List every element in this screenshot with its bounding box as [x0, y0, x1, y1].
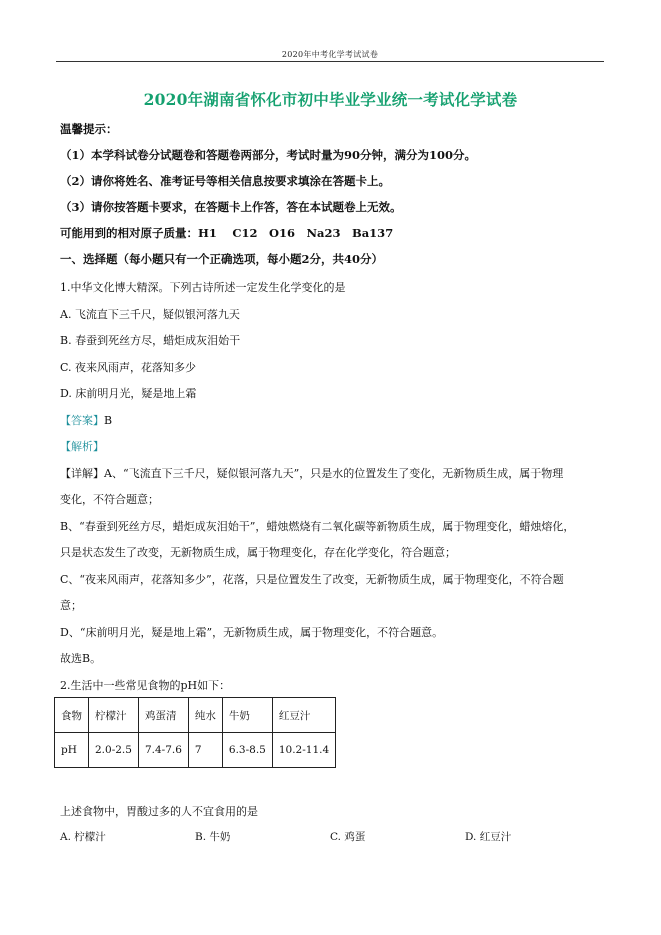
table-cell: 10.2-11.4	[272, 733, 335, 768]
atomic-masses: 可能用到的相对原子质量：H1 C12 O16 Na23 Ba137	[60, 226, 394, 240]
detail-line-1: 【详解】A、“飞流直下三千尺，疑似银河落九天”，只是水的位置发生了变化，无新物质生成，属于物理	[60, 467, 564, 480]
exam-title: 2020年湖南省怀化市初中毕业学业统一考试化学试卷	[143, 90, 518, 109]
detail-line-2: 变化，不符合题意；	[60, 493, 159, 506]
ph-table	[54, 697, 336, 768]
q1-option-a: A. 飞流直下三千尺，疑似银河落九天	[60, 308, 240, 321]
table-cell: 鸡蛋清	[138, 698, 188, 733]
table-row	[55, 698, 336, 733]
tip-item-3: （3）请你按答题卡要求，在答题卡上作答，答在本试题卷上无效。	[60, 200, 402, 214]
q2-stem: 2.生活中一些常见食物的pH如下：	[60, 679, 231, 692]
detail-line-5: C、“夜来风雨声，花落知多少”，花落，只是位置发生了改变，无新物质生成，属于物理变化，不符合题	[60, 573, 564, 586]
tip-item-1: （1）本学科试卷分试题卷和答题卷两部分，考试时量为90分钟，满分为100分。	[60, 148, 477, 162]
tip-item-2: （2）请你将姓名、准考证号等相关信息按要求填涂在答题卡上。	[60, 174, 390, 188]
q2-option-a: A. 柠檬汁	[60, 831, 106, 843]
section-heading: 一、选择题（每小题只有一个正确选项，每小题2分，共40分）	[60, 252, 384, 266]
q1-option-c: C. 夜来风雨声，花落知多少	[60, 361, 197, 374]
detail-line-6: 意；	[60, 599, 82, 612]
table-cell: 2.0-2.5	[89, 733, 139, 768]
page-header	[56, 0, 604, 62]
q2-option-c: C. 鸡蛋	[330, 831, 366, 843]
table-cell: 7	[188, 733, 222, 768]
answer-label: 【答案】	[60, 414, 104, 427]
table-row	[55, 733, 336, 768]
table-cell: 6.3-8.5	[222, 733, 272, 768]
q1-stem: 1.中华文化博大精深。下列古诗所述一定发生化学变化的是	[60, 281, 346, 294]
q1-answer	[60, 412, 112, 428]
q2-option-d: D. 红豆汁	[465, 831, 512, 843]
detail-line-8: 故选B。	[60, 652, 102, 665]
table-cell: 柠檬汁	[89, 698, 139, 733]
table-cell: pH	[55, 733, 89, 768]
table-cell: 红豆汁	[272, 698, 335, 733]
q2-question: 上述食物中，胃酸过多的人不宜食用的是	[60, 805, 258, 818]
table-cell: 牛奶	[222, 698, 272, 733]
q2-option-b: B. 牛奶	[195, 831, 231, 843]
table-cell: 纯水	[188, 698, 222, 733]
detail-line-4: 只是状态发生了改变，无新物质生成，属于物理变化，存在化学变化，符合题意；	[60, 546, 456, 559]
analysis-label: 【解析】	[60, 440, 104, 453]
detail-line-7: D、“床前明月光，疑是地上霜”，无新物质生成，属于物理变化，不符合题意。	[60, 626, 444, 639]
table-cell: 食物	[55, 698, 89, 733]
header-text: 2020年中考化学考试试卷	[281, 50, 379, 59]
answer-value: B	[104, 414, 113, 427]
header-divider	[56, 61, 604, 62]
table-cell: 7.4-7.6	[138, 733, 188, 768]
q1-option-d: D. 床前明月光，疑是地上霜	[60, 387, 197, 400]
detail-line-3: B、“春蚕到死丝方尽，蜡炬成灰泪始干”，蜡烛燃烧有二氧化碳等新物质生成，属于物理变化，蜡烛熔化，	[60, 520, 575, 533]
q1-option-b: B. 春蚕到死丝方尽，蜡炬成灰泪始干	[60, 334, 241, 347]
tips-heading: 温馨提示：	[60, 122, 118, 136]
